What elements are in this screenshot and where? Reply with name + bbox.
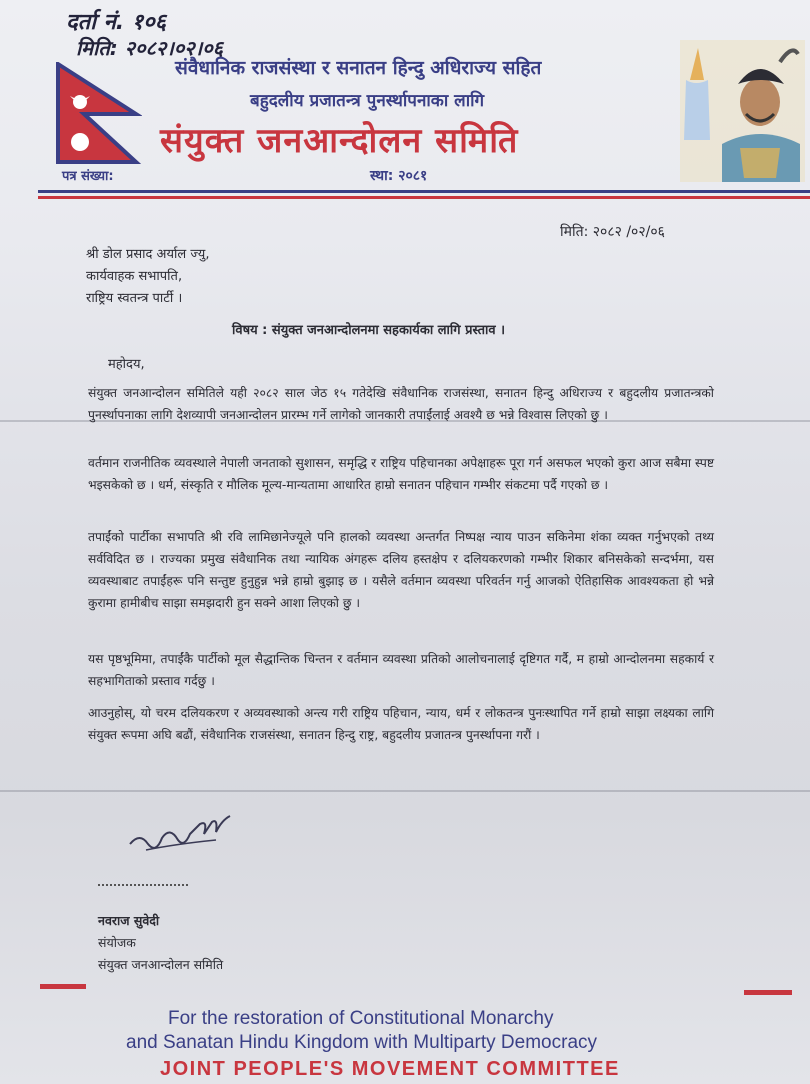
letter-subject: विषय : संयुक्त जनआन्दोलनमा सहकार्यका लागि प्रस्ताव । xyxy=(232,323,506,338)
recipient-line: श्री डोल प्रसाद अर्याल ज्यु, xyxy=(86,247,210,262)
footer-accent-right xyxy=(744,990,792,995)
signer-name: नवराज सुवेदी xyxy=(98,913,160,928)
paper-fold xyxy=(0,790,810,792)
letter-date: मिति: २०८२ /०२/०६ xyxy=(560,224,665,240)
salutation: महोदय, xyxy=(108,357,145,372)
footer-organization-name: JOINT PEOPLE'S MOVEMENT COMMITTEE xyxy=(160,1058,620,1080)
footer-line-1: For the restoration of Constitutional Monarchy xyxy=(168,1008,554,1029)
recipient-line: कार्यवाहक सभापति, xyxy=(86,269,183,284)
signature-line xyxy=(98,884,188,886)
body-paragraph: तपाईंको पार्टीका सभापति श्री रवि लामिछानेज्यूले पनि हालको व्यवस्था अन्तर्गत निष्पक्ष न्याय पाउन सकिनेमा शंका व्यक्त गर्नुभएको तथ्य सर्वविदित छ । राज्यका प्रमुख संवैधानिक तथा न्यायिक अंगहरू दलिय हस्तक्षेप र दलियकरणको गम्भीर शिकार बनिसकेको सन्दर्भमा, यस व्यवस्थाबाट तपाईंहरू पनि सन्तुष्ट हुनुहुन्न भन्ने हाम्रो बुझाइ छ । यसैले वर्तमान व्यवस्था परिवर्तन गर्नु आजको ऐतिहासिक आवश्यकता हो भन्ने कुरामा हामीबीच साझा समझदारी हुन सक्ने आशा लिएको छु । xyxy=(88,530,714,610)
handwritten-registration-date: मिति: २०८२।०२।०६ xyxy=(76,36,224,60)
body-paragraph: यस पृष्ठभूमिमा, तपाईंकै पार्टीको मूल सैद्धान्तिक चिन्तन र वर्तमान व्यवस्था प्रतिको आलोचनालाई दृष्टिगत गर्दै, म हाम्रो आन्दोलनमा सहकार्य र सहभागिताको प्रस्ताव गर्दछु । xyxy=(88,652,714,688)
nepal-flag-icon xyxy=(56,62,142,164)
signature-icon xyxy=(126,810,236,860)
body-paragraph: वर्तमान राजनीतिक व्यवस्थाले नेपाली जनताको सुशासन, समृद्धि र राष्ट्रिय पहिचानका अपेक्षाहरू पूरा गर्न असफल भएको कुरा आज सबैमा स्पष्ट भइसकेको छ । धर्म, संस्कृति र मौलिक मूल्य-मान्यतामा आधारित हाम्रो सनातन पहिचान गम्भीर संकटमा पर्दै गएको छ । xyxy=(88,456,714,492)
signer-organization: संयुक्त जनआन्दोलन समिति xyxy=(98,957,224,972)
letterhead-line-2: बहुदलीय प्रजातन्त्र पुनर्स्थापनाका लागि xyxy=(250,91,485,111)
footer-accent-left xyxy=(40,984,86,989)
letterhead-rule-blue xyxy=(38,190,810,193)
letterhead-line-1: संवैधानिक राजसंस्था र सनातन हिन्दु अधिराज्य सहित xyxy=(175,57,542,79)
king-portrait-icon xyxy=(680,40,805,182)
body-paragraph: आउनुहोस्, यो चरम दलियकरण र अव्यवस्थाको अन्त्य गरी राष्ट्रिय पहिचान, न्याय, धर्म र लोकतन्त्र पुनःस्थापित गर्ने हाम्रो साझा लक्ष्यका लागि संयुक्त रूपमा अघि बढौं, संवैधानिक राजसंस्था, सनातन हिन्दु राष्ट्र, बहुदलीय प्रजातन्त्र पुनर्स्थापना गरौं । xyxy=(88,706,714,742)
handwritten-registration-number: दर्ता नं. १०६ xyxy=(66,10,167,35)
recipient-line: राष्ट्रिय स्वतन्त्र पार्टी । xyxy=(86,291,183,306)
letter-number-label: पत्र संख्या: xyxy=(62,169,114,184)
signer-block xyxy=(98,910,223,976)
body-paragraph: संयुक्त जनआन्दोलन समितिले यही २०८२ साल जेठ १५ गतेदेखि संवैधानिक राजसंस्था, सनातन हिन्दु अधिराज्य र बहुदलीय प्रजातन्त्रको पुनर्स्थापनाका लागि देशव्यापी जनआन्दोलन प्रारम्भ गर्ने लागेको जानकारी तपाईंलाई अवश्यै छ भन्ने विश्वास लिएको छु । xyxy=(88,386,714,422)
letterhead-title: संयुक्त जनआन्दोलन समिति xyxy=(160,121,519,161)
established-year: स्था: २०८१ xyxy=(370,168,428,184)
recipient-address xyxy=(86,244,209,310)
footer-line-2: and Sanatan Hindu Kingdom with Multiparty Democracy xyxy=(126,1032,598,1053)
signer-role: संयोजक xyxy=(98,935,136,950)
letterhead-rule-red xyxy=(38,196,810,199)
